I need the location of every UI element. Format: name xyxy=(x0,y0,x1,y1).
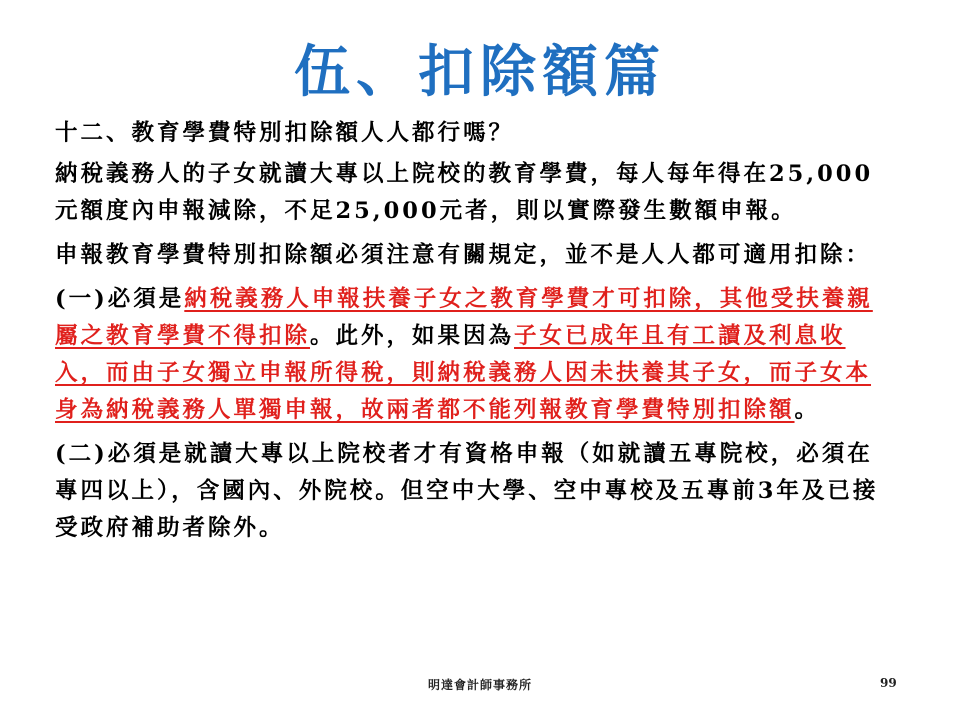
footer-firm-name: 明達會計師事務所 xyxy=(427,678,532,692)
section-heading: 十二、教育學費特別扣除額人人都行嗎？ xyxy=(55,120,515,146)
slide-content xyxy=(55,115,885,554)
rule-item-1-highlight-b: 子女已成年且有工讀及利息收入，而由子女獨立申報所得稅，則納稅義務人因未扶養其子女，而子女本身為納稅義務人單獨申報，故兩者都不能列報教育學費特別扣除額 xyxy=(55,323,872,423)
rule-item-2: (二)必須是就讀大專以上院校者才有資格申報（如就讀五專院校，必須在專四以上），含國內、外院校。但空中大學、空中專校及五專前3年及已接受政府補助者除外。 xyxy=(55,441,879,541)
rule-item-1-highlight-a: 納稅義務人申報扶養子女之教育學費才可扣除，其他受扶養親屬之教育學費不得扣除 xyxy=(55,286,873,349)
paragraph-deduction-amount: 納稅義務人的子女就讀大專以上院校的教育學費，每人每年得在25,000元額度內申報減除，不足25,000元者，則以實際發生數額申報。 xyxy=(55,161,874,224)
rule-item-1 xyxy=(55,281,885,429)
paragraph-rules-intro: 申報教育學費特別扣除額必須注意有關規定，並不是人人都可適用扣除： xyxy=(55,242,872,268)
rule-item-1-prefix: (一)必須是 xyxy=(55,286,185,312)
rule-item-1-middle: 。此外，如果因為 xyxy=(310,323,515,349)
page-number: 99 xyxy=(880,676,897,690)
page-title: 伍、扣除額篇 xyxy=(294,39,666,105)
rule-item-1-suffix: 。 xyxy=(794,397,821,423)
